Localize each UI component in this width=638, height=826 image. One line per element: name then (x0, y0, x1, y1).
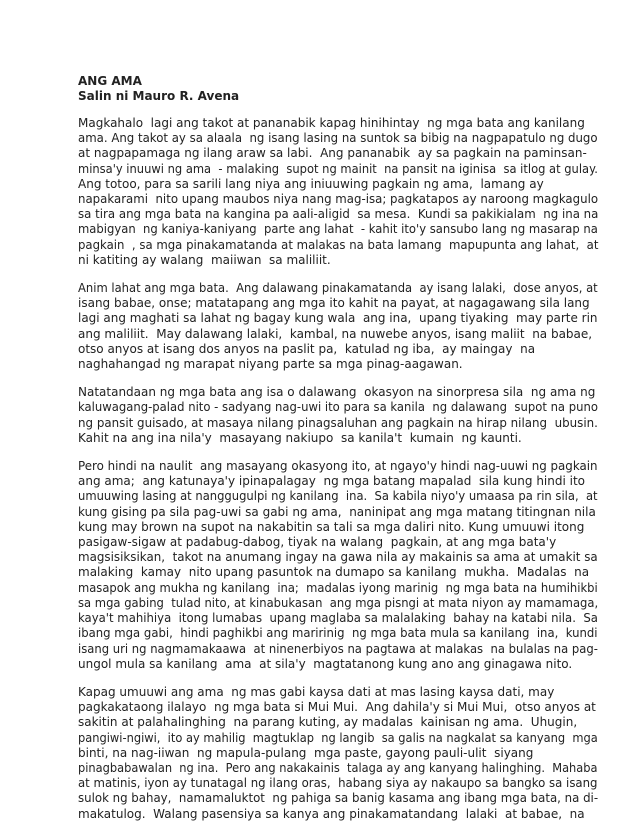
text-line: ang ama; ang katunaya'y ipinapalagay ng mga batang mapalad sila kung hindi ito (78, 474, 586, 489)
text-line: Anim lahat ang mga bata. Ang dalawang pinakamatanda ay isang lalaki, dose anyos, at (78, 281, 598, 296)
text-line: ng pansit guisado, at masaya nilang pinagsaluhan ang pagkain na hirap nilang ubusin. (78, 415, 598, 430)
paragraph (78, 281, 598, 372)
paragraph (78, 685, 598, 822)
text-line: masapok ang mukha ng kanilang ina; madalas iyong marinig ng mga bata na humihikbi (78, 580, 598, 595)
text-line: pagkakataong ilalayo ng mga bata si Mui Mui. Ang dahila'y si Mui Mui, otso anyos at (78, 700, 596, 715)
text-line: napakarami nito upang maubos niya nang mag-isa; pagkatapos ay naroong magkagulo (78, 192, 599, 207)
text-line: sa tira ang mga bata na kangina pa aali-aligid sa mesa. Kundi sa pakikialam ng ina na (78, 207, 599, 222)
text-line: pangiwi-ngiwi, ito ay mahilig magtuklap ng langib sa galis na nagkalat sa kanyang mga (78, 730, 598, 745)
paragraph (78, 116, 598, 268)
title-block (78, 74, 598, 104)
text-line: sakitin at palahalinghing na parang kuting, ay madalas kainisan ng ama. Uhugin, (78, 715, 578, 730)
text-line: Magkahalo lagi ang takot at pananabik kapag hinihintay ng mga bata ang kanilang (78, 116, 585, 130)
text-line: naghahangad ng marapat niyang parte sa mga pinag-aagawan. (78, 357, 463, 372)
text-line: mabigyan ng kaniya-kaniyang parte ang lahat - kahit ito'y sansubo lang ng masarap na (78, 222, 598, 237)
text-line: sa mga gabing tulad nito, at kinabukasan ang mga pisngi at mata niyon ay mamamaga, (78, 595, 599, 610)
text-line: otso anyos at isang dos anyos na paslit pa, katulad ng iba, ay maingay na (78, 341, 536, 356)
text-line: pinagbabawalan ng ina. Pero ang nakakainis talaga ay ang kanyang halinghing. Mahaba (78, 760, 598, 775)
text-line: Ang totoo, para sa sarili lang niya ang iniuuwing pagkain ng ama, lamang ay (78, 176, 544, 191)
text-line: ibang mga gabi, hindi paghikbi ang maririnig ng mga bata mula sa kanilang ina, kundi (78, 626, 598, 641)
text-line: isang babae, onse; matatapang ang mga ito kahit na payat, at nagagawang sila lang (78, 296, 590, 311)
text-line: lagi ang maghati sa lahat ng bagay kung wala ang ina, upang tiyaking may parte rin (78, 311, 598, 326)
text-line: pagkain , sa mga pinakamatanda at malakas na bata lamang mapupunta ang lahat, at (78, 237, 599, 252)
text-line: kung may brown na supot na nakabitin sa tali sa mga daliri nito. Kung umuuwi itong (78, 519, 585, 534)
text-line: sulok ng bahay, namamaluktot ng pahiga sa banig kasama ang ibang mga bata, na di- (78, 791, 599, 806)
text-line: Kahit na ang ina nila'y masayang nakiupo sa kanila't kumain ng kaunti. (78, 430, 522, 445)
text-line: umuuwing lasing at nanggugulpi ng kanilang ina. Sa kabila niyo'y umaasa pa rin sila, at (78, 489, 598, 504)
text-line: kaya't mahihiya itong lumabas upang maglaba sa malalaking bahay na katabi nila. Sa (78, 611, 598, 626)
text-line: binti, na nag-iiwan ng mapula-pulang mga paste, gayong pauli-ulit siyang (78, 745, 534, 760)
text-line: magsisiksikan, takot na anumang ingay na gawa nila ay makainis sa ama at umakit sa (78, 550, 598, 565)
text-line: kung gising pa sila pag-uwi sa gabi ng ama, naninipat ang mga matang titingnan nila (78, 504, 596, 519)
text-line: Pero hindi na naulit ang masayang okasyong ito, at ngayo'y hindi nag-uuwi ng pagkain (78, 459, 598, 474)
paragraph (78, 459, 598, 672)
text-line: at matinis, iyon ay tunatagal ng ilang oras, habang siya ay nakaupo sa bangko sa isang (78, 776, 598, 791)
text-line: Natatandaan ng mga bata ang isa o dalawang okasyon na sinorpresa sila ng ama ng (78, 385, 596, 400)
text-line: at nagpapamaga ng ilang araw sa labi. Ang pananabik ay sa pagkain na paminsan- (78, 146, 587, 161)
text-line: malaking kamay nito upang pasuntok na dumapo sa kanilang mukha. Madalas na (78, 565, 590, 580)
text-line: makatulog. Walang pasensiya sa kanya ang pinakamatandang lalaki at babae, na (78, 806, 585, 821)
text-line: pasigaw-sigaw at padabug-dabog, tiyak na walang pagkain, at ang mga bata'y (78, 535, 557, 550)
document-subtitle: Salin ni Mauro R. Avena (78, 89, 240, 103)
paragraph (78, 385, 598, 446)
text-line: minsa'y inuuwi ng ama - malaking supot ng mainit na pansit na iginisa sa itlog at gulay. (78, 161, 598, 176)
text-line: ang maliliit. May dalawang lalaki, kambal, na nuwebe anyos, isang maliit na babae, (78, 326, 593, 341)
text-line: kaluwagang-palad nito - sadyang nag-uwi ito para sa kanila ng dalawang supot na puno (78, 400, 598, 415)
document-title: ANG AMA (78, 74, 142, 88)
text-line: ama. Ang takot ay sa alaala ng isang lasing na suntok sa bibig na nagpapatulo ng dugo (78, 131, 598, 146)
text-line: isang uri ng nagmamakaawa at ninenerbiyos na pagtawa at malakas na bulalas na pag- (78, 641, 598, 656)
text-line: ungol mula sa kanilang ama at sila'y magtatanong kung ano ang ginagawa nito. (78, 656, 573, 671)
text-line: Kapag umuuwi ang ama ng mas gabi kaysa dati at mas lasing kaysa dati, may (78, 684, 555, 699)
document-body (78, 116, 598, 822)
text-line: ni katiting ay walang maiiwan sa maliliit. (78, 252, 331, 267)
